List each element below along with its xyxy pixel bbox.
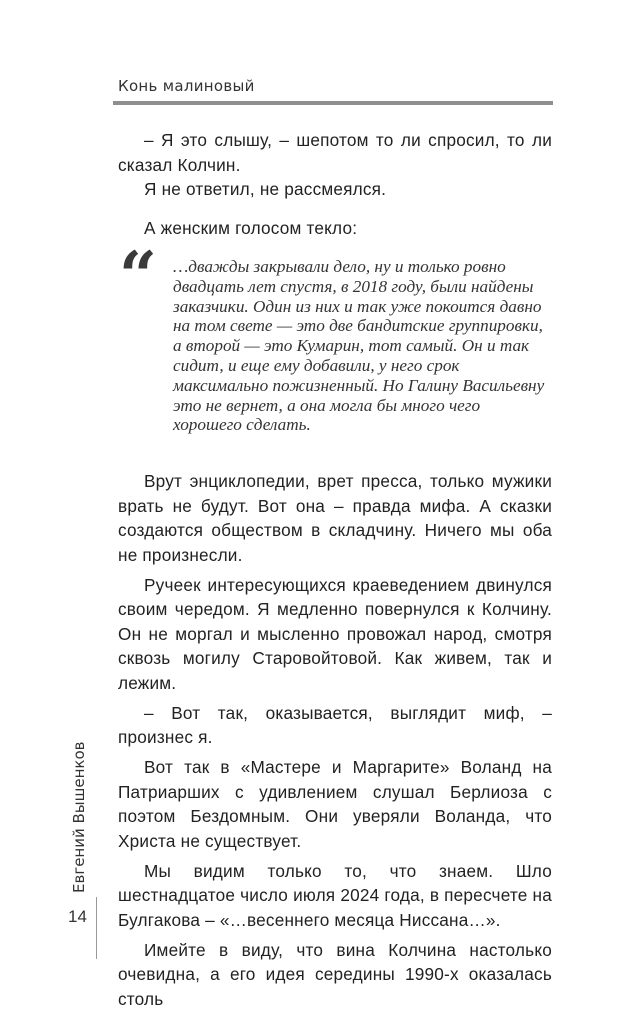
paragraph: Врут энциклопедии, врет пресса, только мужики врать не будут. Вот она – правда мифа. А сказки создаются обществом в складчину. Ничего мы оба не произнесли. [118, 471, 552, 565]
paragraph: Имейте в виду, что вина Колчина настолько очевидна, а его идея середины 1990-х оказалась столь [118, 939, 552, 1009]
text-block-bottom [118, 469, 552, 1017]
quote-mark-icon: “ [119, 237, 157, 315]
paragraph: Вот так в «Мастере и Маргарите» Воланд на Патриарших с удивлением слушал Берлиоза с поэтом Бездомным. Они уверяли Воланда, что Христа не существует. [118, 757, 552, 851]
paragraph: – Вот так, оказывается, выглядит миф, – произнес я. [118, 702, 552, 747]
paragraph: Ручеек интересующихся краеведением двинулся своим чередом. Я медленно повернулся к Колчину. Он не моргал и мысленно провожал народ, смотря сквозь могилу Старовойтовой. Как живем, так и лежим. [118, 574, 552, 693]
running-head: Конь малиновый [118, 77, 255, 95]
author-sidebar [70, 741, 90, 893]
paragraph: А женским голосом текло: [144, 218, 358, 238]
header-rule [113, 101, 553, 105]
author-name: Евгений Вышенков [70, 741, 88, 893]
text-block-top [118, 128, 552, 202]
paragraph: Мы видим только то, что знаем. Шло шестнадцатое число июля 2024 года, в пересчете на Булгакова – «…весеннего месяца Ниссана…». [118, 860, 552, 930]
paragraph: – Я это слышу, – шепотом то ли спросил, то ли сказал Колчин. [118, 130, 552, 175]
paragraph: Я не ответил, не рассмеялся. [144, 179, 387, 199]
page-number: 14 [68, 907, 87, 926]
text-block-intro [118, 216, 552, 241]
page-number-rule [96, 897, 97, 959]
block-quote: …дважды закрывали дело, ну и только ровно двадцать лет спустя, в 2018 году, были найдены заказчики. Один из них и так уже покоится давно на том свете — это две бандитские группировки, а второй — это Кумарин, тот самый. Он и так сидит, и еще ему добавили, у него срок максимально пожизненный. Но Галину Васильевну это не вернет, а она могла бы много чего хорошего сделать. [173, 257, 545, 435]
